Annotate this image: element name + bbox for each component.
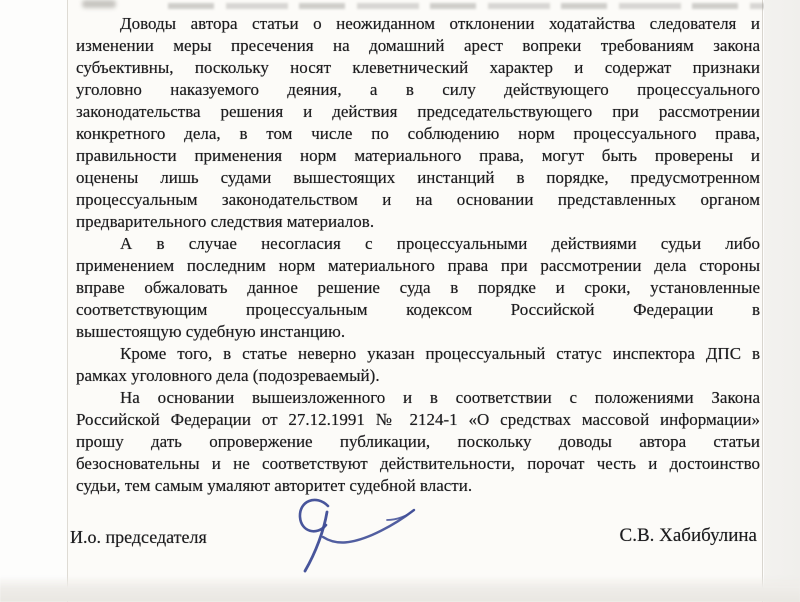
text-line: судьи, тем самым умаляют авторитет судебной власти.: [76, 476, 473, 495]
text-line: законодательства решения и действия председательствующего при рассмотрении: [76, 102, 760, 121]
text-line: субъективны, поскольку носят клеветнический характер и содержат признаки: [76, 58, 760, 77]
text-line: вышестоящую судебную инстанцию.: [76, 322, 346, 341]
text-line: предварительного следствия материалов.: [76, 212, 375, 231]
cropped-text-artifact: [168, 3, 800, 9]
signatory-title: И.о. председателя: [70, 527, 207, 547]
scan-right-edge: [764, 0, 800, 602]
text-line: прошу дать опровержение публикации, поскольку доводы автора статьи: [76, 432, 760, 451]
text-line: А в случае несогласия с процессуальными действиями судьи либо: [120, 234, 760, 253]
scan-bottom-edge: [0, 576, 800, 602]
text-line: уголовно наказуемого деяния, а в силу действующего процессуального: [76, 80, 760, 99]
text-line: конкретного дела, в том числе по соблюдению норм процессуального права,: [76, 124, 760, 143]
signature-ink: [280, 490, 430, 585]
text-line: соответствующим процессуальным кодексом Российской Федерации в: [76, 300, 760, 319]
scan-left-margin: [0, 0, 67, 602]
signatory-name: С.В. Хабибулина: [619, 525, 757, 546]
text-line: рамках уголовного дела (подозреваемый).: [76, 366, 380, 385]
text-line: применением последним норм материального права при рассмотрении дела стороны: [76, 256, 760, 275]
text-line: правильности применения норм материального права, могут быть проверены и: [76, 146, 760, 165]
text-line: На основании вышеизложенного и в соответствии с положениями Закона: [120, 388, 760, 407]
text-line: вправе обжаловать данное решение суда в порядке и сроки, установленные: [76, 278, 760, 297]
text-line: процессуальным законодательством и на основании представленных органом: [76, 190, 760, 209]
scan-smudge-artifact: [82, 0, 116, 8]
text-line: оценены лишь судами вышестоящих инстанций в порядке, предусмотренном: [76, 168, 760, 187]
text-line: Кроме того, в статье неверно указан процессуальный статус инспектора ДПС в: [120, 344, 760, 363]
text-line: изменении меры пресечения на домашний арест вопреки требованиям закона: [76, 36, 760, 55]
text-line: Доводы автора статьи о неожиданном отклонении ходатайства следователя и: [120, 14, 760, 33]
text-line: безосновательны и не соответствуют действительности, порочат честь и достоинство: [76, 454, 760, 473]
text-line: Российской Федерации от 27.12.1991 № 2124-1 «О средствах массовой информации»: [76, 410, 760, 429]
document-body: [76, 13, 760, 497]
